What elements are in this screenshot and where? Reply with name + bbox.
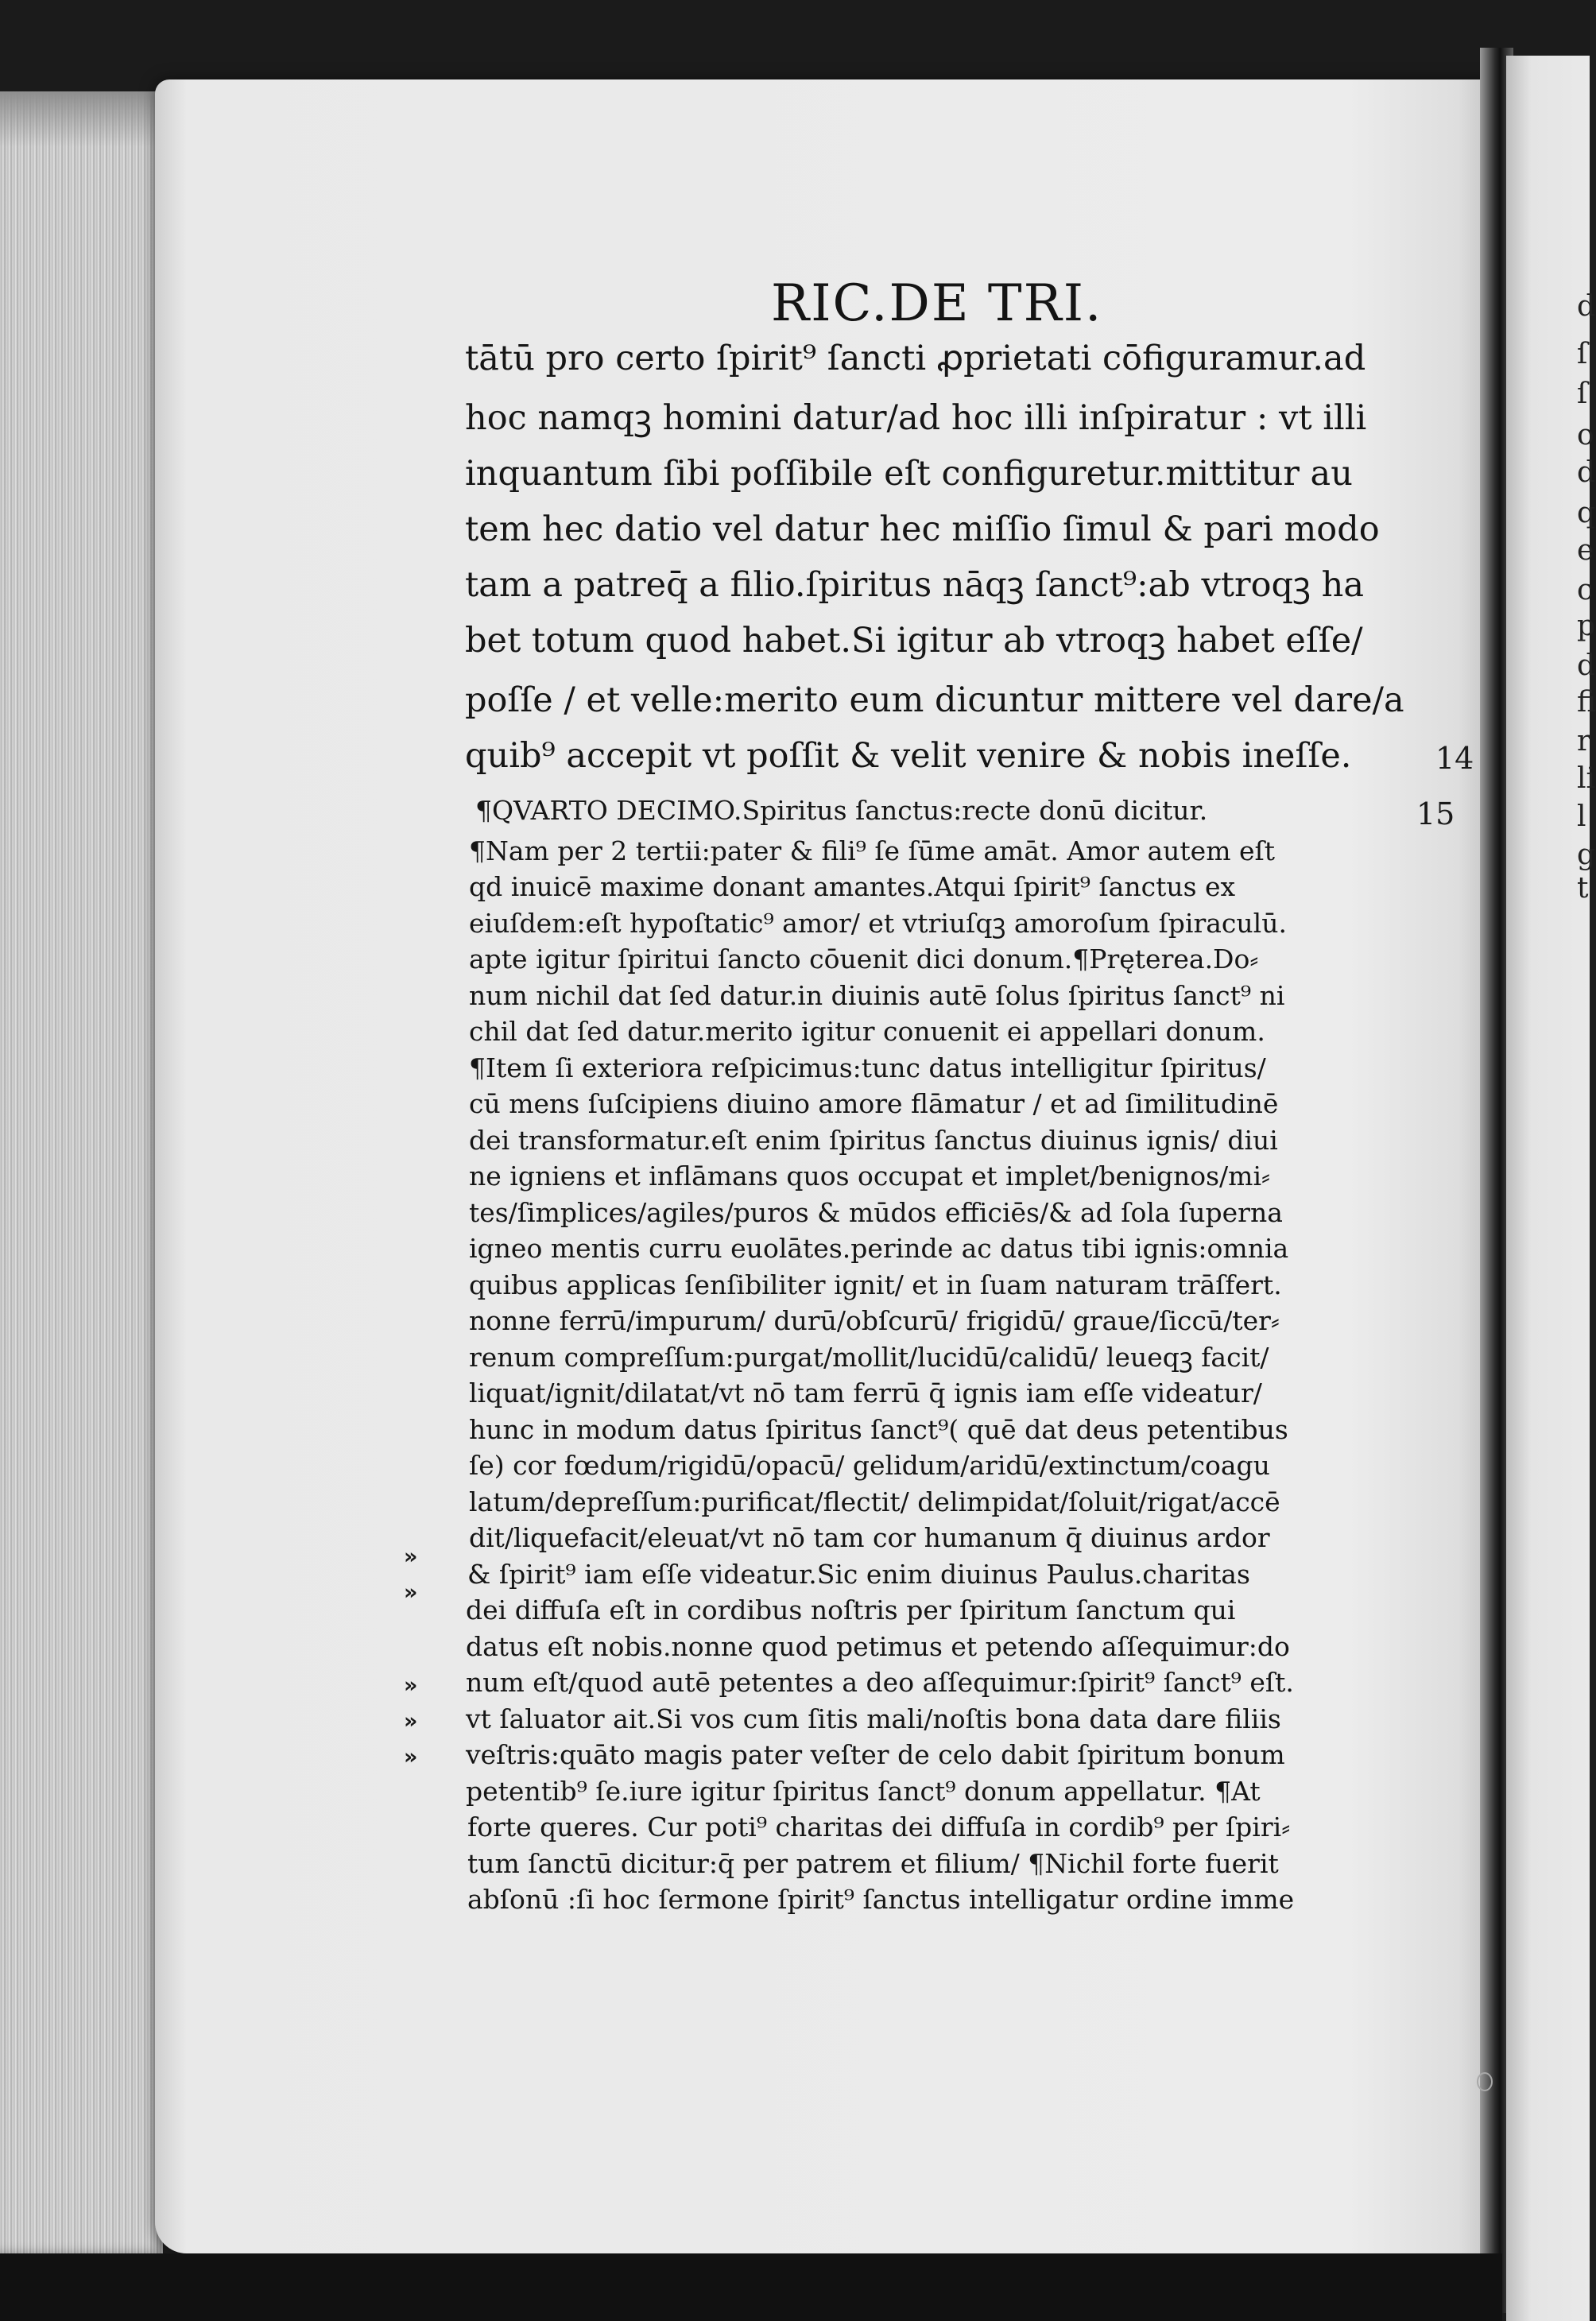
- book-fore-edge: [0, 91, 163, 2253]
- text-line: igneo mentis curru euolātes.perinde ac datus tibi ignis:omnia: [469, 1233, 1289, 1264]
- text-line: tum ſanctū dicitur:q̄ per patrem et filium/ ¶Nichil forte fuerit: [467, 1847, 1279, 1879]
- facing-page-letter: q: [1577, 497, 1596, 529]
- text-line: renum compreſſum:purgat/mollit/lucidū/calidū/ leueqꝫ facit/: [469, 1341, 1269, 1373]
- text-line: hoc namqꝫ homini datur/ad hoc illi inſpiratur : vt illi: [465, 398, 1367, 438]
- facing-page-letter: g: [1577, 839, 1596, 871]
- text-line: veſtris:quāto magis pater veſter de celo dabit ſpiritum bonum: [466, 1739, 1285, 1770]
- text-line: ¶Item ſi exteriora reſpicimus:tunc datus intelligitur ſpiritus/: [469, 1052, 1266, 1083]
- text-line: tam a patreq̄ a filio.ſpiritus nāqꝫ ſanct⁹:ab vtroqꝫ ha: [465, 565, 1364, 605]
- text-line: liquat/ignit/dilatat/vt nō tam ferrū q̄ ignis iam eſſe videatur/: [469, 1377, 1262, 1408]
- facing-page-letter: fi: [1577, 686, 1596, 719]
- text-line: forte queres. Cur poti⁹ charitas dei diffuſa in cordib⁹ per ſpiri⸗: [467, 1811, 1291, 1842]
- text-line: bet totum quod habet.Si igitur ab vtroqꝫ habet eſſe/: [465, 621, 1363, 661]
- text-line: eiuſdem:eſt hypoſtatic⁹ amor/ et vtriuſqꝫ amoroſum ſpiraculū.: [469, 907, 1287, 939]
- text-line: quib⁹ accepit vt poſſit & velit venire & nobis ineſſe.: [465, 736, 1352, 776]
- text-line: apte igitur ſpiritui ſancto cōuenit dici donum.¶Pręterea.Do⸗: [469, 944, 1259, 975]
- text-line: tem hec datio vel datur hec miſſio ſimul & pari modo: [465, 510, 1380, 549]
- text-line: cū mens ſuſcipiens diuino amore flāmatur / et ad ſimilitudinē: [469, 1088, 1279, 1119]
- text-line: poſſe / et velle:merito eum dicuntur mittere vel dare/a: [465, 680, 1404, 720]
- facing-page-letter: d: [1577, 649, 1596, 682]
- facing-page-letter: o: [1577, 419, 1594, 451]
- text-line: dit/liquefacit/eleuat/vt nō tam cor humanum q̄ diuinus ardor: [469, 1522, 1270, 1553]
- quotation-marker: »: [404, 1580, 418, 1605]
- text-line: dei transformatur.eſt enim ſpiritus ſanctus diuinus ignis/ diui: [469, 1124, 1278, 1156]
- quotation-marker: »: [404, 1745, 418, 1769]
- facing-page-letter: d: [1577, 456, 1596, 489]
- facing-page-letter: p: [1577, 610, 1596, 642]
- text-line: tes/ſimplices/agiles/puros & mūdos efficiēs/& ad ſola ſuperna: [469, 1196, 1283, 1228]
- text-line: num eſt/quod autē petentes a deo aſſequimur:ſpirit⁹ ſanct⁹ eſt.: [466, 1667, 1294, 1698]
- text-line: num nichil dat ſed datur.in diuinis autē ſolus ſpiritus ſanct⁹ ni: [469, 979, 1285, 1011]
- text-line: latum/depreſſum:purificat/flectit/ delimpidat/ſoluit/rigat/accē: [469, 1486, 1280, 1517]
- quotation-marker: »: [404, 1673, 418, 1698]
- text-line: chil dat ſed datur.merito igitur conuenit ei appellari donum.: [469, 1016, 1265, 1047]
- text-line: dei diffuſa eſt in cordibus noſtris per ſpiritum ſanctum qui: [466, 1594, 1236, 1625]
- text-line: petentib⁹ ſe.iure igitur ſpiritus ſanct⁹ donum appellatur. ¶At: [466, 1775, 1261, 1807]
- fore-edge-shadow: [0, 91, 163, 147]
- facing-page-letter: li: [1577, 762, 1596, 795]
- facing-page-letter: t: [1577, 872, 1589, 905]
- bottom-shadow: [0, 2253, 1502, 2321]
- text-line: vt ſaluator ait.Si vos cum ſitis mali/noſtis bona data dare filiis: [466, 1703, 1281, 1734]
- facing-page-letter: e: [1577, 534, 1594, 567]
- text-line: hunc in modum datus ſpiritus ſanct⁹( quē dat deus petentibus: [469, 1413, 1288, 1445]
- text-line: nonne ferrū/impurum/ durū/obſcurū/ frigidū/ graue/ſiccū/ter⸗: [469, 1305, 1280, 1336]
- text-line: tātū pro certo ſpirit⁹ ſancti ꝓprietati cōfiguramur.ad: [465, 339, 1366, 378]
- margin-number: 14: [1435, 741, 1474, 776]
- facing-page-letter: l: [1577, 800, 1586, 833]
- margin-number: 15: [1416, 796, 1455, 831]
- quotation-marker: »: [404, 1544, 418, 1569]
- facing-page-letter: ſ: [1577, 338, 1588, 370]
- text-line: ne igniens et inflāmans quos occupat et implet/benignos/mi⸗: [469, 1160, 1270, 1191]
- text-line: inquantum ſibi poſſibile eſt configuretur.mittitur au: [465, 454, 1353, 494]
- facing-page-letter: d: [1577, 290, 1596, 323]
- text-line: quibus applicas ſenſibiliter ignit/ et in ſuam naturam trāſfert.: [469, 1269, 1282, 1300]
- running-head: RIC.DE TRI.: [771, 274, 1103, 333]
- text-line: abſonū :ſi hoc ſermone ſpirit⁹ ſanctus intelligatur ordine imme: [467, 1884, 1295, 1915]
- text-line: ¶Nam per 2 tertii:pater & fili⁹ ſe ſūme amāt. Amor autem eſt: [469, 835, 1275, 866]
- page-blemish: [1477, 2072, 1493, 2091]
- text-line: qd inuicē maxime donant amantes.Atqui ſpirit⁹ ſanctus ex: [469, 871, 1236, 902]
- facing-page-letter: ſ: [1577, 378, 1588, 410]
- text-line: ſe) cor fœdum/rigidū/opacū/ gelidum/aridū/extinctum/coagu: [469, 1450, 1270, 1481]
- quotation-marker: »: [404, 1709, 418, 1734]
- text-line: ¶QVARTO DECIMO.Spiritus ſanctus:recte donū dicitur.: [475, 795, 1208, 826]
- facing-page-letter: c: [1577, 574, 1594, 606]
- text-line: & ſpirit⁹ iam eſſe videatur.Sic enim diuinus Paulus.charitas: [467, 1558, 1250, 1590]
- facing-page-letter: r: [1577, 725, 1591, 758]
- text-line: datus eſt nobis.nonne quod petimus et petendo aſſequimur:do: [466, 1630, 1290, 1662]
